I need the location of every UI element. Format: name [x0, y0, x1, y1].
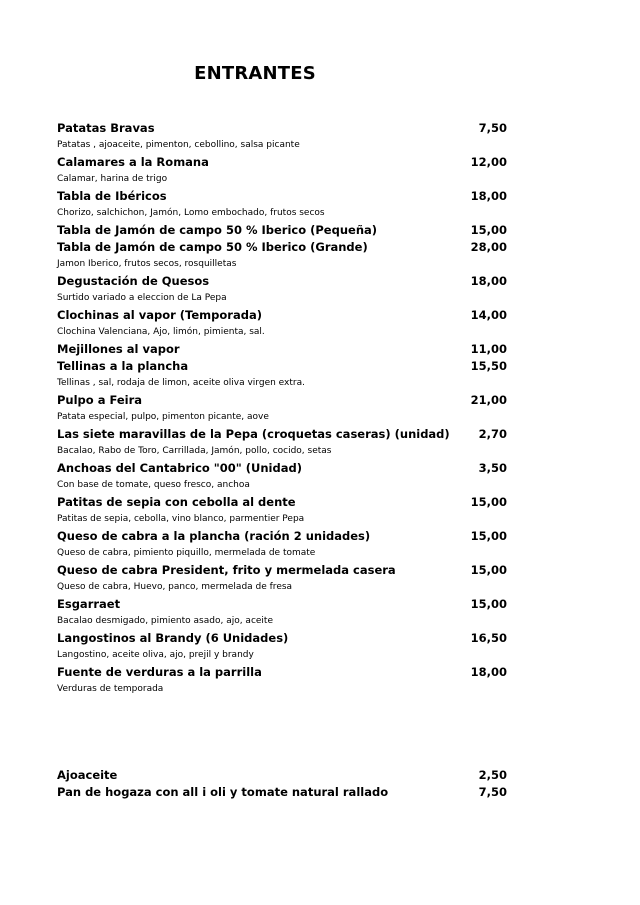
item-price: 3,50 — [478, 461, 507, 475]
item-price: 7,50 — [478, 121, 507, 135]
menu-item — [57, 460, 507, 477]
item-name: Mejillones al vapor — [57, 342, 180, 356]
extra-name: Ajoaceite — [57, 768, 118, 782]
item-description: Surtido variado a eleccion de La Pepa — [57, 293, 227, 303]
menu-item — [57, 154, 507, 171]
menu-item — [57, 222, 507, 239]
item-description: Langostino, aceite oliva, ajo, prejil y brandy — [57, 650, 254, 660]
item-name: Clochinas al vapor (Temporada) — [57, 308, 262, 322]
item-price: 2,70 — [478, 427, 507, 441]
item-description: Bacalao, Rabo de Toro, Carrillada, Jamón, pollo, cocido, setas — [57, 446, 332, 456]
item-name: Las siete maravillas de la Pepa (croquetas caseras) (unidad) — [57, 427, 450, 441]
item-name: Pulpo a Feira — [57, 393, 143, 407]
extra-name: Pan de hogaza con all i oli y tomate natural rallado — [57, 785, 389, 799]
item-description: Bacalao desmigado, pimiento asado, ajo, aceite — [57, 616, 273, 626]
menu-item — [57, 630, 507, 647]
item-name: Tabla de Jamón de campo 50 % Iberico (Pequeña) — [57, 223, 378, 237]
menu-item — [57, 426, 507, 443]
item-name: Queso de cabra a la plancha (ración 2 unidades) — [57, 529, 371, 543]
item-description: Calamar, harina de trigo — [57, 174, 168, 184]
menu-item — [57, 664, 507, 681]
item-price: 21,00 — [470, 393, 507, 407]
item-name: Langostinos al Brandy (6 Unidades) — [57, 631, 289, 645]
menu-item — [57, 528, 507, 545]
item-name: Anchoas del Cantabrico "00" (Unidad) — [57, 461, 302, 475]
menu-item — [57, 596, 507, 613]
item-name: Patitas de sepia con cebolla al dente — [57, 495, 296, 509]
item-description: Tellinas , sal, rodaja de limon, aceite oliva virgen extra. — [57, 378, 305, 388]
item-description: Patitas de sepia, cebolla, vino blanco, parmentier Pepa — [57, 514, 305, 524]
extra-price: 7,50 — [478, 785, 507, 799]
extra-price: 2,50 — [478, 768, 507, 782]
item-description: Patata especial, pulpo, pimenton picante, aove — [57, 412, 269, 422]
item-description: Clochina Valenciana, Ajo, limón, pimienta, sal. — [57, 327, 265, 337]
menu-item — [57, 392, 507, 409]
extra-item — [57, 767, 507, 784]
item-description: Jamon Iberico, frutos secos, rosquilletas — [57, 259, 237, 269]
item-name: Tabla de Ibéricos — [57, 189, 167, 203]
item-price: 15,50 — [470, 359, 507, 373]
item-description: Verduras de temporada — [57, 684, 164, 694]
item-name: Tellinas a la plancha — [57, 359, 189, 373]
item-price: 15,00 — [470, 223, 507, 237]
item-name: Patatas Bravas — [57, 121, 155, 135]
item-price: 15,00 — [470, 495, 507, 509]
menu-item — [57, 341, 507, 358]
menu-item — [57, 307, 507, 324]
item-price: 15,00 — [470, 529, 507, 543]
menu-item — [57, 358, 507, 375]
item-price: 12,00 — [470, 155, 507, 169]
item-price: 15,00 — [470, 563, 507, 577]
item-description: Patatas , ajoaceite, pimenton, cebollino, salsa picante — [57, 140, 300, 150]
item-price: 28,00 — [470, 240, 507, 254]
page-title: ENTRANTES — [194, 63, 316, 84]
item-price: 14,00 — [470, 308, 507, 322]
item-description: Con base de tomate, queso fresco, anchoa — [57, 480, 250, 490]
item-name: Queso de cabra President, frito y mermelada casera — [57, 563, 396, 577]
item-price: 16,50 — [470, 631, 507, 645]
extra-item — [57, 784, 507, 801]
menu-item — [57, 188, 507, 205]
item-name: Calamares a la Romana — [57, 155, 209, 169]
menu-item — [57, 120, 507, 137]
item-price: 18,00 — [470, 665, 507, 679]
item-description: Chorizo, salchichon, Jamón, Lomo embochado, frutos secos — [57, 208, 325, 218]
item-price: 18,00 — [470, 189, 507, 203]
item-price: 11,00 — [470, 342, 507, 356]
item-price: 18,00 — [470, 274, 507, 288]
item-price: 15,00 — [470, 597, 507, 611]
menu-item — [57, 562, 507, 579]
item-name: Degustación de Quesos — [57, 274, 210, 288]
menu-list — [57, 120, 507, 698]
extras-list — [57, 767, 507, 801]
menu-item — [57, 239, 507, 256]
item-description: Queso de cabra, Huevo, panco, mermelada de fresa — [57, 582, 293, 592]
item-name: Tabla de Jamón de campo 50 % Iberico (Grande) — [57, 240, 368, 254]
menu-item — [57, 273, 507, 290]
item-name: Fuente de verduras a la parrilla — [57, 665, 262, 679]
item-description: Queso de cabra, pimiento piquillo, mermelada de tomate — [57, 548, 316, 558]
menu-item — [57, 494, 507, 511]
item-name: Esgarraet — [57, 597, 121, 611]
